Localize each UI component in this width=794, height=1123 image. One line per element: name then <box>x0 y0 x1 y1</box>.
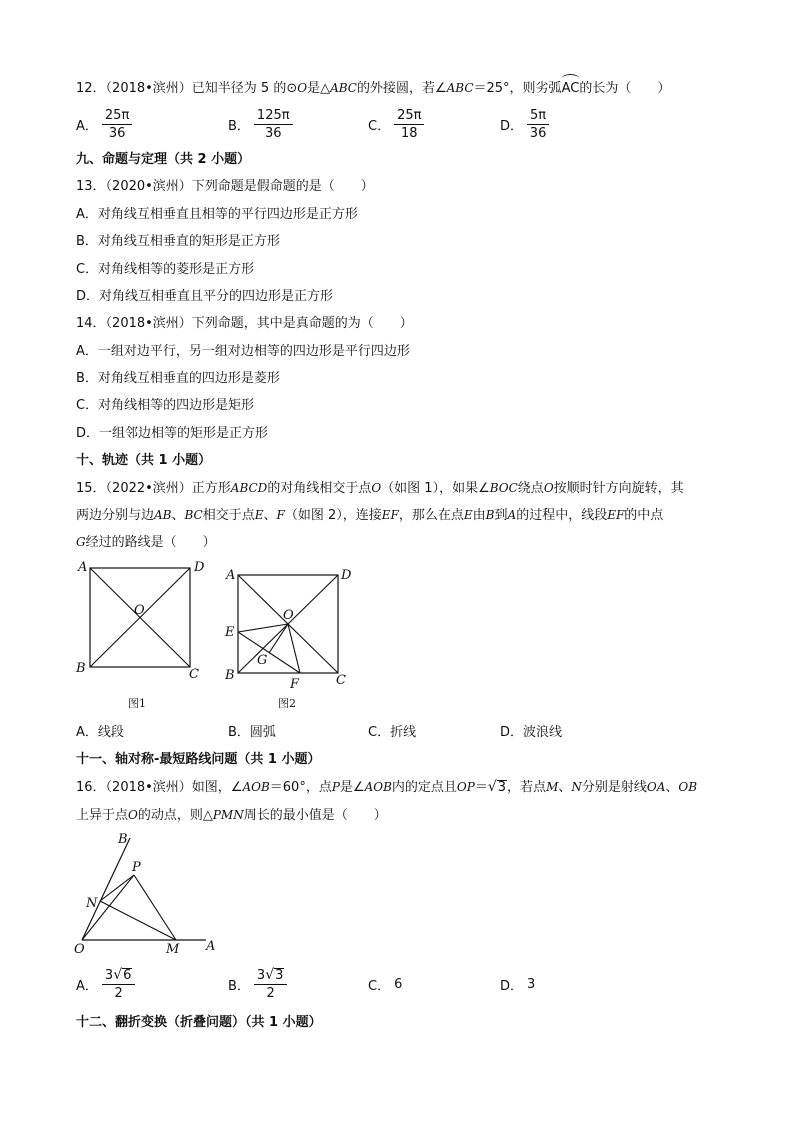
question-15-line-3: G经过的路线是（ ） <box>76 535 216 550</box>
option-b: B． 3 √ 3 2 <box>228 966 287 1002</box>
question-14-option-a: A．一组对边平行，另一组对边相等的四边形是平行四边形 <box>76 344 410 359</box>
question-16-line-2: 上异于点O的动点，则△PMN周长的最小值是（ ） <box>76 808 387 823</box>
question-16-angle-diagram <box>70 826 230 958</box>
question-13-option-b: B．对角线互相垂直的矩形是正方形 <box>76 234 280 249</box>
section-heading-12: 十二、翻折变换（折叠问题）（共 1 小题） <box>76 1015 322 1030</box>
label-e: E <box>225 625 235 640</box>
label-o: O <box>74 942 85 957</box>
arc-ac: AC <box>561 81 580 96</box>
label-f: F <box>290 677 300 692</box>
segment-og <box>269 624 288 653</box>
label-b: B <box>76 661 86 676</box>
question-14-option-c: C．对角线相等的四边形是矩形 <box>76 398 255 413</box>
question-14-option-d: D．一组邻边相等的矩形是正方形 <box>76 426 269 441</box>
question-13-option-c: C．对角线相等的菱形是正方形 <box>76 262 255 277</box>
question-15-line-1: 15．（2022•滨州）正方形ABCD的对角线相交于点O（如图 1），如果∠BOC绕点O按顺时针方向旋转，其 <box>76 481 684 496</box>
figure-2-square-diagram <box>220 558 360 718</box>
question-15-line-2: 两边分别与边AB、BC相交于点E、F（如图 2），连接EF，那么在点E由B到A的过程中，线段EF的中点 <box>76 508 664 523</box>
label-p: P <box>132 860 141 875</box>
label-m: M <box>166 942 180 957</box>
option-c: C． $\frac{25\pi}{18}$ <box>368 106 424 142</box>
question-13-option-a: A．对角线互相垂直且相等的平行四边形是正方形 <box>76 207 358 222</box>
label-a: A <box>78 560 88 575</box>
question-12-options <box>76 106 716 142</box>
question-15-option-a: A．线段 <box>76 725 124 740</box>
option-c: C． 6 <box>368 976 403 994</box>
figure-1-caption: 图1 <box>128 697 146 710</box>
question-15-option-b: B．圆弧 <box>228 725 276 740</box>
label-a: A <box>226 568 236 583</box>
label-n: N <box>86 896 98 911</box>
figure-1-square-diagram <box>70 558 210 718</box>
label-d: D <box>194 560 205 575</box>
question-14-option-b: B．对角线互相垂直的四边形是菱形 <box>76 371 280 386</box>
question-13-stem: 13．（2020•滨州）下列命题是假命题的是（ ） <box>76 179 374 194</box>
label-b: B <box>118 832 128 847</box>
label-c: C <box>336 673 346 688</box>
option-a: A． 3 √ 6 2 <box>76 966 135 1002</box>
question-13-option-d: D．对角线互相垂直且平分的四边形是正方形 <box>76 289 334 304</box>
section-heading-9: 九、命题与定理（共 2 小题） <box>76 152 251 167</box>
question-15-option-c: C．折线 <box>368 725 417 740</box>
label-d: D <box>341 568 352 583</box>
section-heading-10: 十、轨迹（共 1 小题） <box>76 453 212 468</box>
option-d: D． 3 <box>500 976 536 994</box>
figure-2-caption: 图2 <box>278 697 296 710</box>
label-o: O <box>283 608 294 623</box>
label-c: C <box>189 667 199 682</box>
label-o: O <box>134 603 145 618</box>
option-d: D． $\frac{5\pi}{36}$ <box>500 106 549 142</box>
segment-pm <box>134 875 176 940</box>
label-g: G <box>257 653 268 668</box>
option-a: A． $\frac{25\pi}{36}$ <box>76 106 132 142</box>
question-15-option-d: D．波浪线 <box>500 725 563 740</box>
question-16-options <box>76 966 716 1002</box>
question-14-stem: 14．（2018•滨州）下列命题，其中是真命题的为（ ） <box>76 316 413 331</box>
sqrt-3: √ 3 <box>487 779 507 795</box>
question-16-line-1: 16．（2018•滨州）如图，∠AOB＝60°，点P是∠AOB内的定点且OP＝ √ 3 ，若点M、N分别是射线OA、OB <box>76 779 698 795</box>
question-12-stem: 12．（2018•滨州）已知半径为 5 的⊙O是△ABC的外接圆，若∠ABC＝25°，则劣弧AC的长为（ ） <box>76 81 671 96</box>
label-a: A <box>206 939 216 954</box>
option-b: B． $\frac{125\pi}{36}$ <box>228 106 293 142</box>
segment-nm <box>100 901 176 940</box>
label-b: B <box>225 668 235 683</box>
section-heading-11: 十一、轴对称-最短路线问题（共 1 小题） <box>76 752 321 767</box>
